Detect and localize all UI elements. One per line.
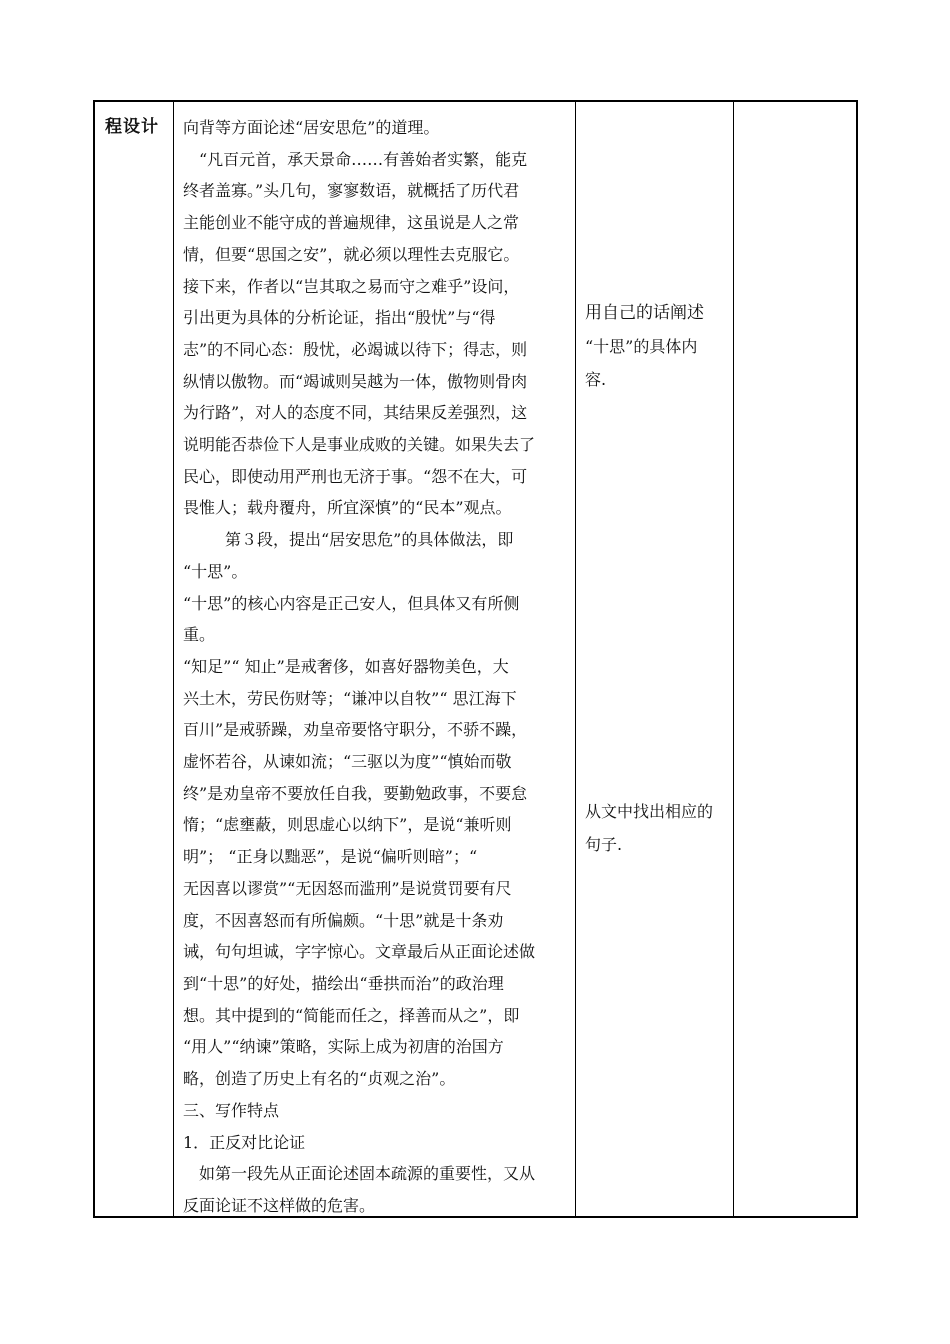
- content-line: 情，但要“思国之安”，就必须以理性去克服它。: [183, 244, 520, 264]
- content-line: 百川”是戒骄躁，劝皇帝要恪守职分，不骄不躁，: [183, 720, 528, 740]
- content-line: 想。其中提到的“简能而任之，择善而从之”，即: [183, 1005, 520, 1025]
- teaching-note-1: [585, 297, 730, 396]
- content-line: “凡百元首，承天景命……有善始者实繁，能克: [199, 149, 528, 169]
- lesson-content: [183, 112, 569, 1222]
- content-line: 民心，即使动用严刑也无济于事。“怨不在大，可: [183, 466, 528, 486]
- content-line: 引出更为具体的分析论证，指出“殷忧”与“得: [183, 308, 496, 328]
- note-line: “十思”的具体内: [585, 337, 698, 356]
- content-line: 诫，句句坦诚，字字惊心。文章最后从正面论述做: [183, 942, 536, 962]
- teaching-note-2: [585, 795, 730, 861]
- content-line: 志”的不同心态：殷忧，必竭诚以待下；得志，则: [183, 339, 528, 359]
- column-divider-1: [173, 102, 174, 1216]
- content-line: 到“十思”的好处，描绘出“垂拱而治”的政治理: [183, 973, 504, 993]
- content-line: “十思”的核心内容是正己安人，但具体又有所侧: [183, 593, 520, 613]
- content-line: 主能创业不能守成的普遍规律，这虽说是人之常: [183, 213, 520, 233]
- content-line: 终者盖寡。”头几句，寥寥数语，就概括了历代君: [183, 181, 520, 201]
- content-line: 略，创造了历史上有名的“贞观之治”。: [183, 1069, 456, 1089]
- note-line: 容.: [585, 370, 607, 389]
- column-divider-2: [575, 102, 576, 1216]
- content-line: 明”； “正身以黜恶”，是说“偏听则暗”；“: [183, 847, 478, 867]
- note-line: 用自己的话阐述: [585, 303, 704, 323]
- section-label: 程设计: [105, 117, 159, 137]
- content-line: 重。: [183, 625, 216, 645]
- column-divider-3: [733, 102, 734, 1216]
- content-line: 为行路”，对人的态度不同，其结果反差强烈，这: [183, 403, 528, 423]
- content-line: 向背等方面论述“居安思危”的道理。: [183, 118, 440, 137]
- content-line: 度，不因喜怒而有所偏颇。“十思”就是十条劝: [183, 910, 504, 930]
- content-line: 反面论证不这样做的危害。: [183, 1195, 376, 1215]
- content-line: 纵情以傲物。而“竭诚则吴越为一体，傲物则骨肉: [183, 371, 528, 391]
- content-line: “知足”“ 知止”是戒奢侈，如喜好器物美色，大: [183, 656, 509, 676]
- content-line: 惰；“虑壅蔽，则思虚心以纳下”，是说“兼听则: [183, 815, 512, 835]
- content-line: 兴土木，劳民伤财等；“谦冲以自牧”“ 思江海下: [183, 688, 517, 708]
- content-line: 无因喜以谬赏”“无因怒而滥刑”是说赏罚要有尺: [183, 878, 512, 898]
- content-line: 终”是劝皇帝不要放任自我，要勤勉政事，不要怠: [183, 783, 528, 803]
- content-line: “十思”。: [183, 561, 248, 581]
- content-line: “用人”“纳谏”策略，实际上成为初唐的治国方: [183, 1037, 504, 1057]
- note-line: 句子.: [585, 835, 623, 854]
- content-line: 说明能否恭俭下人是事业成败的关键。如果失去了: [183, 435, 536, 455]
- section-heading: 三、写作特点: [183, 1100, 280, 1120]
- content-line: 接下来，作者以“岂其取之易而守之难乎”设问，: [183, 276, 520, 296]
- content-line: 如第一段先从正面论述固本疏源的重要性，又从: [199, 1164, 536, 1184]
- content-line: 第３段，提出“居安思危”的具体做法，即: [225, 530, 514, 550]
- content-line: 畏惟人；载舟覆舟，所宜深慎”的“民本”观点。: [183, 498, 512, 518]
- note-line: 从文中找出相应的: [585, 802, 714, 821]
- subsection-heading: 1．正反对比论证: [183, 1132, 306, 1152]
- lesson-table: [93, 100, 858, 1218]
- content-line: 虚怀若谷，从谏如流；“三驱以为度”“慎始而敬: [183, 752, 512, 772]
